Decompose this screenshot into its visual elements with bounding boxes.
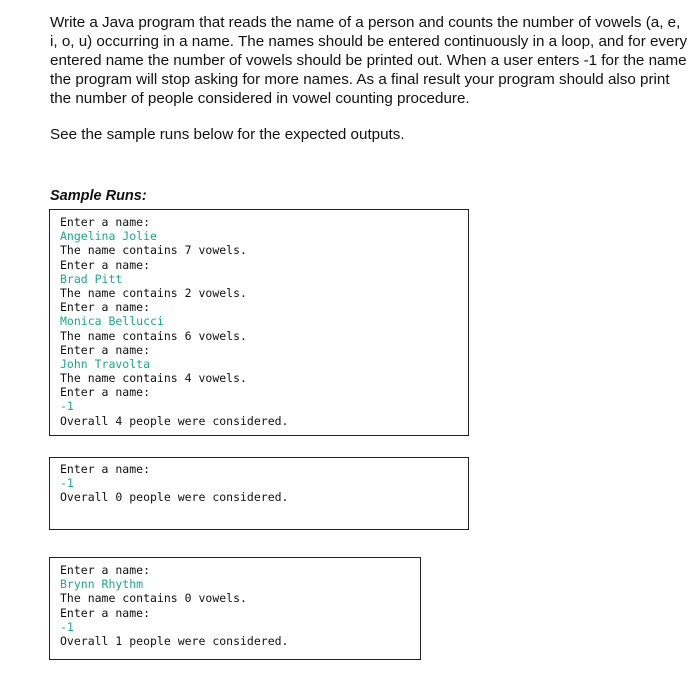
console-output-line: Enter a name:: [60, 342, 151, 357]
console-user-input: -1: [60, 399, 74, 414]
sample-run-3: [49, 557, 421, 660]
console-output-line: Enter a name:: [60, 563, 151, 577]
sample-run-1: [49, 209, 469, 436]
sample-runs-note: See the sample runs below for the expected outputs.: [50, 126, 405, 143]
console-output-line: The name contains 7 vowels.: [60, 243, 247, 258]
console-output-line: Enter a name:: [60, 385, 151, 400]
sample-runs-heading: Sample Runs:: [50, 188, 147, 204]
console-user-input: Brad Pitt: [60, 271, 123, 286]
console-output-line: Overall 4 people were considered.: [60, 413, 289, 428]
console-user-input: -1: [60, 619, 74, 634]
problem-statement: Write a Java program that reads the name of a person and counts the number of vowels (a, e, i, o, u) occurring in a name. The names should be entered continuously in a loop, and for every entered name the number of vowels should be printed out. When a user enters -1 for the name the program will stop asking for more names. As a final result your program should also print the number of people considered in vowel counting procedure.: [50, 14, 688, 107]
console-user-input: -1: [60, 476, 74, 491]
console-output-line: The name contains 0 vowels.: [60, 591, 247, 606]
console-output-line: The name contains 6 vowels.: [60, 328, 247, 343]
console-output-line: Enter a name:: [60, 605, 151, 620]
console-output-line: Overall 0 people were considered.: [60, 490, 289, 505]
console-output-line: Enter a name:: [60, 257, 151, 272]
console-output-line: The name contains 4 vowels.: [60, 371, 247, 386]
console-user-input: John Travolta: [60, 356, 151, 371]
sample-run-2: [49, 457, 469, 530]
console-output-line: Overall 1 people were considered.: [60, 633, 289, 648]
console-output-line: Enter a name:: [60, 215, 151, 229]
console-user-input: Brynn Rhythm: [60, 577, 144, 592]
console-user-input: Angelina Jolie: [60, 229, 157, 244]
console-output-line: Enter a name:: [60, 462, 151, 476]
console-output-line: The name contains 2 vowels.: [60, 285, 247, 300]
console-output-line: Enter a name:: [60, 300, 151, 315]
console-user-input: Monica Bellucci: [60, 314, 164, 329]
